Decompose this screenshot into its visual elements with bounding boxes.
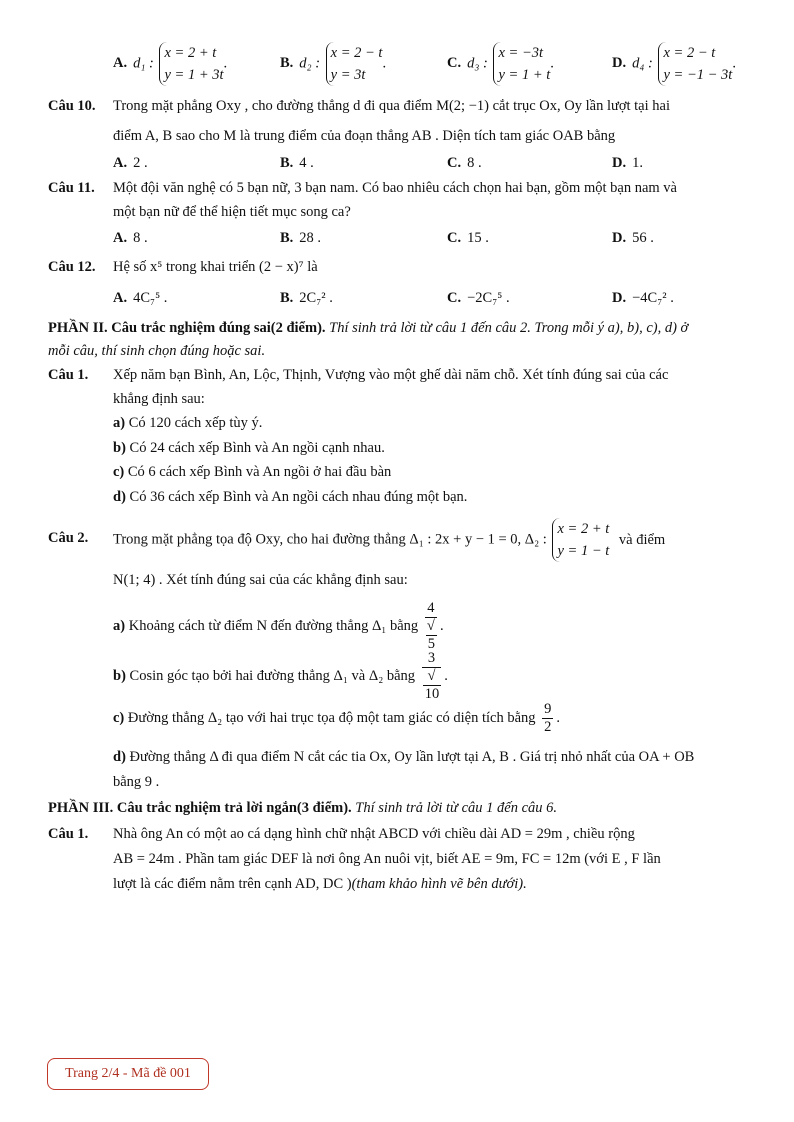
part-2-question-2-text-2: N(1; 4) . Xét tính đúng sai của các khẳng định sau: <box>113 572 408 588</box>
question-10-text-2: điểm A, B sao cho M là trung điểm của đoạn thẳng AB . Diện tích tam giác OAB bằng <box>113 128 616 144</box>
part-2-question-2-text-1: Trong mặt phẳng tọa độ Oxy, cho hai đường thẳng Δ₁ : 2x + y − 1 = 0, Δ₂ : x = 2 + t y = 1 − t và điểm <box>113 518 665 562</box>
part-3-question-1-label: Câu 1. <box>48 826 89 842</box>
question-11-text-1: Một đội văn nghệ có 5 bạn nữ, 3 bạn nam. Có bao nhiêu cách chọn hai bạn, gồm một bạn nam và <box>113 180 677 196</box>
statement-2c: c) Đường thẳng Δ₂ tạo với hai trục tọa độ một tam giác có diện tích bằng $\frac{9}{2}$ . <box>113 701 561 735</box>
question-10-options: A. 2 . B. 4 . C. 8 . D. 1. <box>113 155 643 171</box>
part-2-question-1-label: Câu 1. <box>48 367 89 383</box>
part-2-question-2-label: Câu 2. <box>48 530 89 546</box>
question-11-label: Câu 11. <box>48 180 95 196</box>
question-11-options: A. 8 . B. 28 . C. 15 . D. 56 . <box>113 230 654 246</box>
part-2-question-1-text-2: khẳng định sau: <box>113 391 205 407</box>
part-2-heading: PHẦN II. Câu trắc nghiệm đúng sai(2 điểm). Thí sinh trả lời từ câu 1 đến câu 2. Trong mỗi ý a), b), c), d) ở <box>48 320 689 336</box>
statement-c: c) Có 6 cách xếp Bình và An ngồi ở hai đầu bàn <box>113 464 392 480</box>
part-3-question-1-text-1: Nhà ông An có một ao cá dạng hình chữ nhật ABCD với chiều dài AD = 29m , chiều rộng <box>113 826 635 842</box>
statement-2a: a) Khoảng cách từ điểm N đến đường thẳng Δ₁ bằng 4 √ 5 . <box>113 600 444 652</box>
part-3-question-1-text-3: lượt là các điểm nằm trên cạnh AD, DC )(tham khảo hình vẽ bên dưới). <box>113 876 527 892</box>
page-footer: Trang 2/4 - Mã đề 001 <box>47 1058 209 1090</box>
question-12-label: Câu 12. <box>48 259 96 275</box>
part-2-question-1-text-1: Xếp năm bạn Bình, An, Lộc, Thịnh, Vượng vào một ghế dài năm chỗ. Xét tính đúng sai của các <box>113 367 669 383</box>
part-2-instruction: mỗi câu, thí sinh chọn đúng hoặc sai. <box>48 343 266 359</box>
question-10-text-1: Trong mặt phẳng Oxy , cho đường thẳng d đi qua điểm M(2; −1) cắt trục Ox, Oy lần lượt tại hai <box>113 98 670 114</box>
option-a: A. d₁ : x = 2 + t y = 1 + 3t . <box>113 42 227 86</box>
question-11-text-2: một bạn nữ để thể hiện tiết mục song ca? <box>113 204 351 220</box>
statement-2b: b) Cosin góc tạo bởi hai đường thẳng Δ₁ và Δ₂ bằng 3 √ 10 . <box>113 650 448 702</box>
part-3-heading: PHẦN III. Câu trắc nghiệm trả lời ngắn(3 điểm). Thí sinh trả lời từ câu 1 đến câu 6. <box>48 800 558 816</box>
option-d: D. d₄ : x = 2 − t y = −1 − 3t . <box>612 42 736 86</box>
statement-a: a) Có 120 cách xếp tùy ý. <box>113 415 263 431</box>
prev-question-options <box>0 42 794 83</box>
question-12-options: A. 4C₇⁵ . B. 2C₇² . C. −2C₇⁵ . D. −4C₇² . <box>113 290 674 306</box>
statement-b: b) Có 24 cách xếp Bình và An ngồi cạnh nhau. <box>113 440 385 456</box>
question-10-label: Câu 10. <box>48 98 96 114</box>
option-b: B. d₂ : x = 2 − t y = 3t . <box>280 42 386 86</box>
part-3-question-1-text-2: AB = 24m . Phần tam giác DEF là nơi ông An nuôi vịt, biết AE = 9m, FC = 12m (với E , F lần <box>113 851 661 867</box>
option-c: C. d₃ : x = −3t y = 1 + t . <box>447 42 554 86</box>
question-12-text: Hệ số x⁵ trong khai triển (2 − x)⁷ là <box>113 259 318 275</box>
statement-d: d) Có 36 cách xếp Bình và An ngồi cách nhau đúng một bạn. <box>113 489 468 505</box>
statement-2d-continued: bằng 9 . <box>113 774 160 790</box>
statement-2d: d) Đường thẳng Δ đi qua điểm N cắt các tia Ox, Oy lần lượt tại A, B . Giá trị nhỏ nhất của OA + OB <box>113 749 695 765</box>
